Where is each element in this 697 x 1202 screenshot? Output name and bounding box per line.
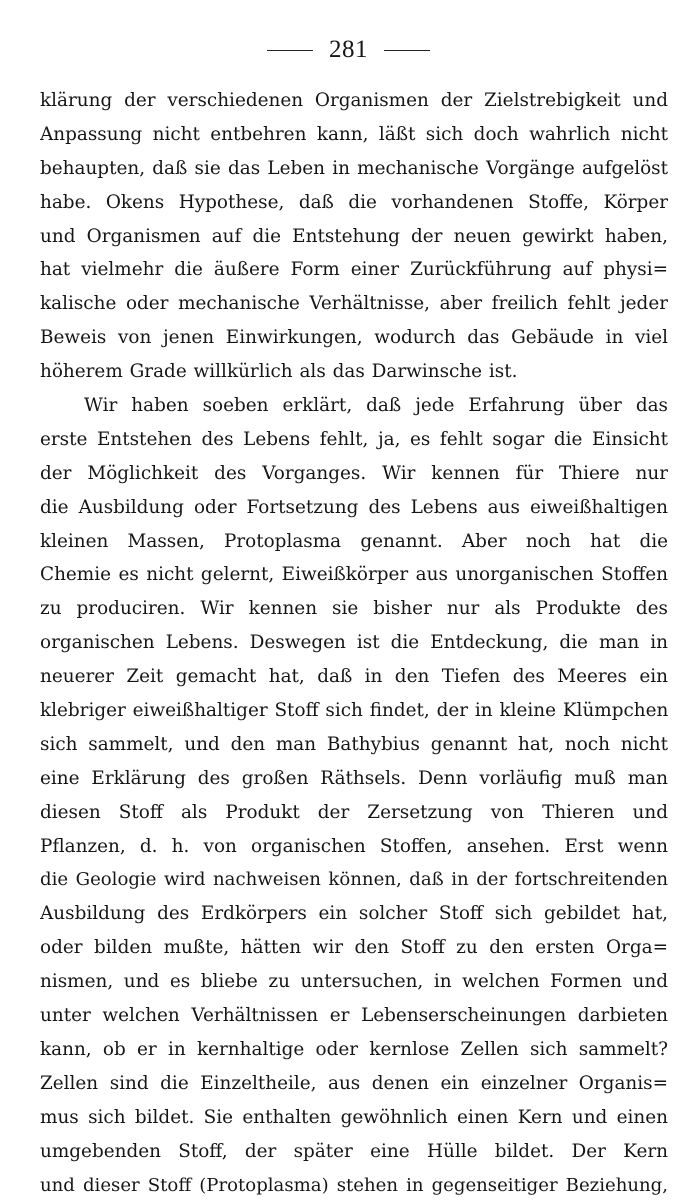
text-line: nismen, und es bliebe zu untersuchen, in welchen Formen und [40,965,668,999]
header-rule-left [267,50,313,51]
text-line: Ausbildung des Erdkörpers ein solcher Stoff sich gebildet hat, [40,897,668,931]
body-text [40,84,668,1202]
text-line: klärung der verschiedenen Organismen der Zielstrebigkeit und [40,84,668,118]
text-line: Zellen sind die Einzeltheile, aus denen ein einzelner Organis= [40,1067,668,1101]
text-line: klebriger eiweißhaltiger Stoff sich findet, der in kleine Klümpchen [40,694,668,728]
text-line: oder bilden mußte, hätten wir den Stoff zu den ersten Orga= [40,931,668,965]
text-line: erste Entstehen des Lebens fehlt, ja, es fehlt sogar die Einsicht [40,423,668,457]
text-line: höherem Grade willkürlich als das Darwinsche ist. [40,355,668,389]
text-line: hat vielmehr die äußere Form einer Zurückführung auf physi= [40,253,668,287]
text-line: umgebenden Stoff, der später eine Hülle bildet. Der Kern [40,1135,668,1169]
text-line: Wir haben soeben erklärt, daß jede Erfahrung über das [40,389,668,423]
text-line: Pflanzen, d. h. von organischen Stoffen, ansehen. Erst wenn [40,830,668,864]
text-line: diesen Stoff als Produkt der Zersetzung von Thieren und [40,796,668,830]
text-line: kann, ob er in kernhaltige oder kernlose Zellen sich sammelt? [40,1033,668,1067]
page-number: 281 [329,36,368,64]
text-line: die Ausbildung oder Fortsetzung des Lebens aus eiweißhaltigen [40,491,668,525]
text-line: der Möglichkeit des Vorganges. Wir kennen für Thiere nur [40,457,668,491]
text-line: kleinen Massen, Protoplasma genannt. Aber noch hat die [40,525,668,559]
text-line: habe. Okens Hypothese, daß die vorhandenen Stoffe, Körper [40,186,668,220]
text-line: und dieser Stoff (Protoplasma) stehen in gegenseitiger Beziehung, [40,1169,668,1202]
page-header [0,30,697,70]
header-rule-right [384,50,430,51]
text-line: organischen Lebens. Deswegen ist die Entdeckung, die man in [40,626,668,660]
text-line: und Organismen auf die Entstehung der neuen gewirkt haben, [40,220,668,254]
text-line: kalische oder mechanische Verhältnisse, aber freilich fehlt jeder [40,287,668,321]
text-line: behaupten, daß sie das Leben in mechanische Vorgänge aufgelöst [40,152,668,186]
text-line: Beweis von jenen Einwirkungen, wodurch das Gebäude in viel [40,321,668,355]
text-line: zu produciren. Wir kennen sie bisher nur als Produkte des [40,592,668,626]
text-line: eine Erklärung des großen Räthsels. Denn vorläufig muß man [40,762,668,796]
text-line: Chemie es nicht gelernt, Eiweißkörper aus unorganischen Stoffen [40,558,668,592]
text-line: unter welchen Verhältnissen er Lebenserscheinungen darbieten [40,999,668,1033]
text-line: Anpassung nicht entbehren kann, läßt sich doch wahrlich nicht [40,118,668,152]
text-line: sich sammelt, und den man Bathybius genannt hat, noch nicht [40,728,668,762]
text-line: neuerer Zeit gemacht hat, daß in den Tiefen des Meeres ein [40,660,668,694]
text-line: mus sich bildet. Sie enthalten gewöhnlich einen Kern und einen [40,1101,668,1135]
text-line: die Geologie wird nachweisen können, daß in der fortschreitenden [40,863,668,897]
